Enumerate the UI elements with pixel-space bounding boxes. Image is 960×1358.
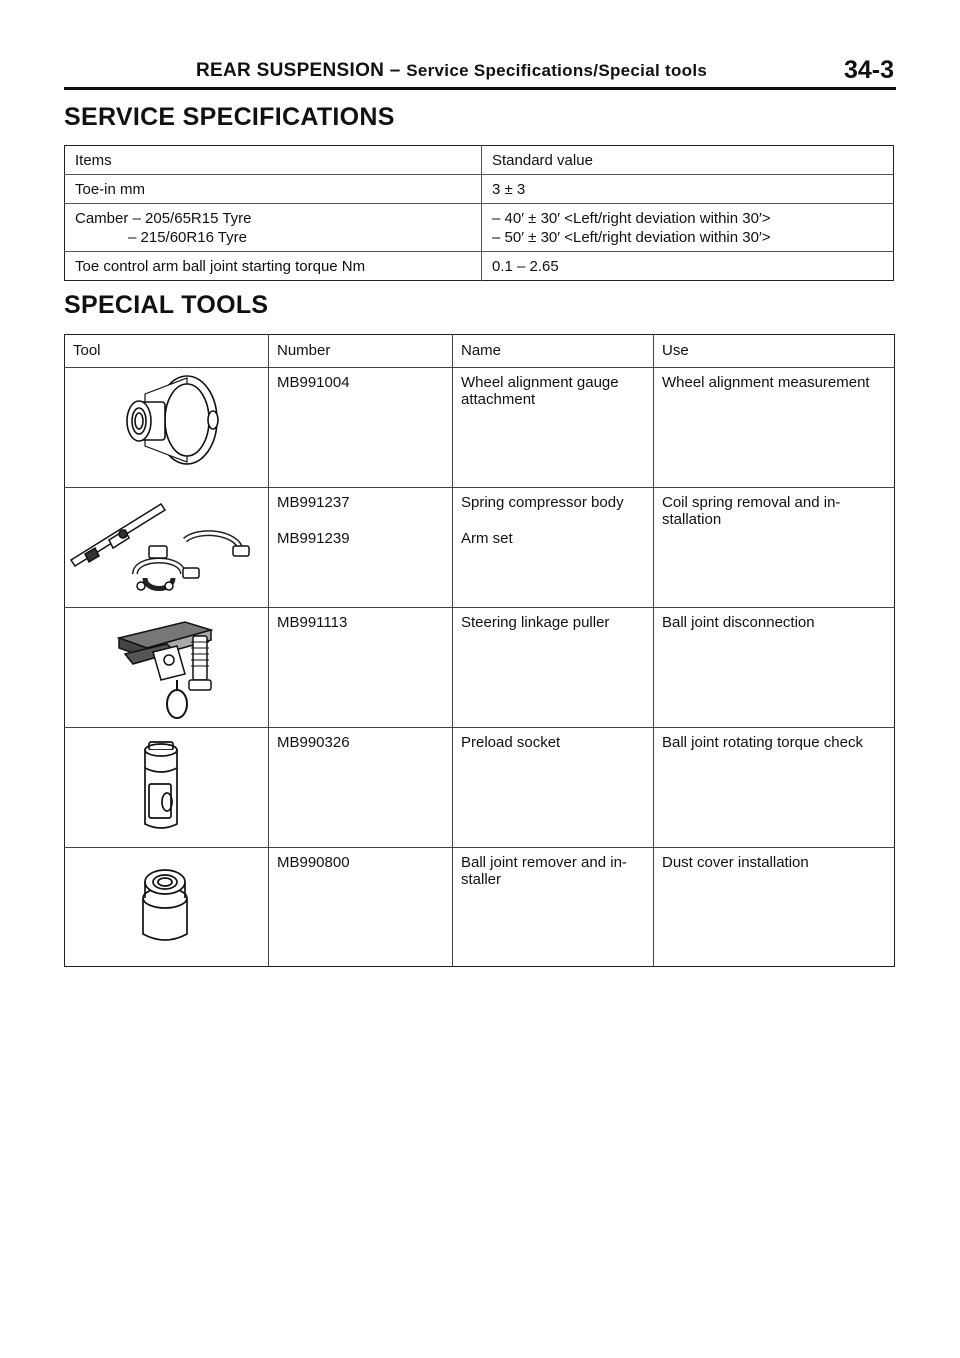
tool-use: Coil spring removal and in-stallation — [654, 488, 895, 608]
spec-value: 3 ± 3 — [482, 175, 894, 204]
tool-name: Preload socket — [453, 728, 654, 848]
column-header: Tool — [65, 335, 269, 368]
spec-item: Toe control arm ball joint starting torque Nm — [65, 252, 482, 281]
tool-use: Ball joint disconnection — [654, 608, 895, 728]
table-row — [65, 488, 895, 608]
tool-illustration — [65, 728, 269, 848]
tool-illustration — [65, 368, 269, 488]
tool-number: MB990800 — [269, 848, 453, 967]
table-header-row — [65, 335, 895, 368]
page-number: 34-3 — [843, 56, 894, 84]
service-specifications-title: SERVICE SPECIFICATIONS — [64, 103, 395, 131]
ball-joint-remover-icon — [65, 848, 269, 966]
tool-name: Ball joint remover and in-staller — [453, 848, 654, 967]
spec-item — [65, 204, 482, 252]
tool-number — [269, 488, 453, 608]
tool-number: MB991004 — [269, 368, 453, 488]
page-header — [64, 56, 896, 86]
special-tools-table — [64, 334, 895, 967]
tool-use: Wheel alignment measurement — [654, 368, 895, 488]
table-row — [65, 252, 894, 281]
tool-number-line: MB991237 — [277, 494, 350, 511]
table-header-row — [65, 146, 894, 175]
tool-number-line: MB991239 — [277, 530, 350, 547]
tool-use: Dust cover installation — [662, 854, 809, 871]
preload-socket-icon — [65, 728, 269, 847]
spring-compressor-icon — [65, 488, 269, 607]
spec-item: Toe-in mm — [65, 175, 482, 204]
table-row — [65, 368, 895, 488]
header-title — [196, 60, 707, 82]
tool-number: MB990326 — [269, 728, 453, 848]
header-title-sep: – — [384, 60, 407, 81]
column-header: Use — [654, 335, 895, 368]
steering-linkage-puller-icon — [65, 608, 269, 727]
table-row — [65, 848, 895, 967]
tool-name: Wheel alignment gauge attachment — [453, 368, 654, 488]
spec-item-line: – 215/60R16 Tyre — [128, 229, 247, 246]
table-row — [65, 608, 895, 728]
column-header: Standard value — [482, 146, 894, 175]
tool-illustration — [65, 848, 269, 967]
column-header: Number — [269, 335, 453, 368]
header-divider — [64, 87, 896, 90]
tool-use: Ball joint rotating torque check — [654, 728, 895, 848]
spec-item-line: Camber – 205/65R15 Tyre — [75, 210, 252, 227]
spec-value-line: – 50′ ± 30′ <Left/right deviation within 30′> — [492, 229, 771, 246]
tool-name — [453, 488, 654, 608]
header-title-sub: Service Specifications/Special tools — [406, 61, 708, 80]
spec-value-line: – 40′ ± 30′ <Left/right deviation within 30′> — [492, 210, 771, 227]
tool-number: MB991113 — [269, 608, 453, 728]
table-row — [65, 728, 895, 848]
column-header: Name — [453, 335, 654, 368]
tool-illustration — [65, 608, 269, 728]
table-row — [65, 175, 894, 204]
special-tools-title: SPECIAL TOOLS — [64, 291, 269, 319]
spec-value — [482, 204, 894, 252]
column-header: Items — [65, 146, 482, 175]
spec-value: 0.1 – 2.65 — [492, 258, 559, 275]
header-title-main: REAR SUSPENSION — [196, 60, 385, 81]
tool-name-line: Arm set — [461, 530, 513, 547]
tool-name: Steering linkage puller — [453, 608, 654, 728]
tool-name-line: Spring compressor body — [461, 494, 624, 511]
table-row — [65, 204, 894, 252]
service-specifications-table — [64, 145, 894, 281]
tool-illustration — [65, 488, 269, 608]
wheel-alignment-gauge-attachment-icon — [65, 368, 269, 487]
